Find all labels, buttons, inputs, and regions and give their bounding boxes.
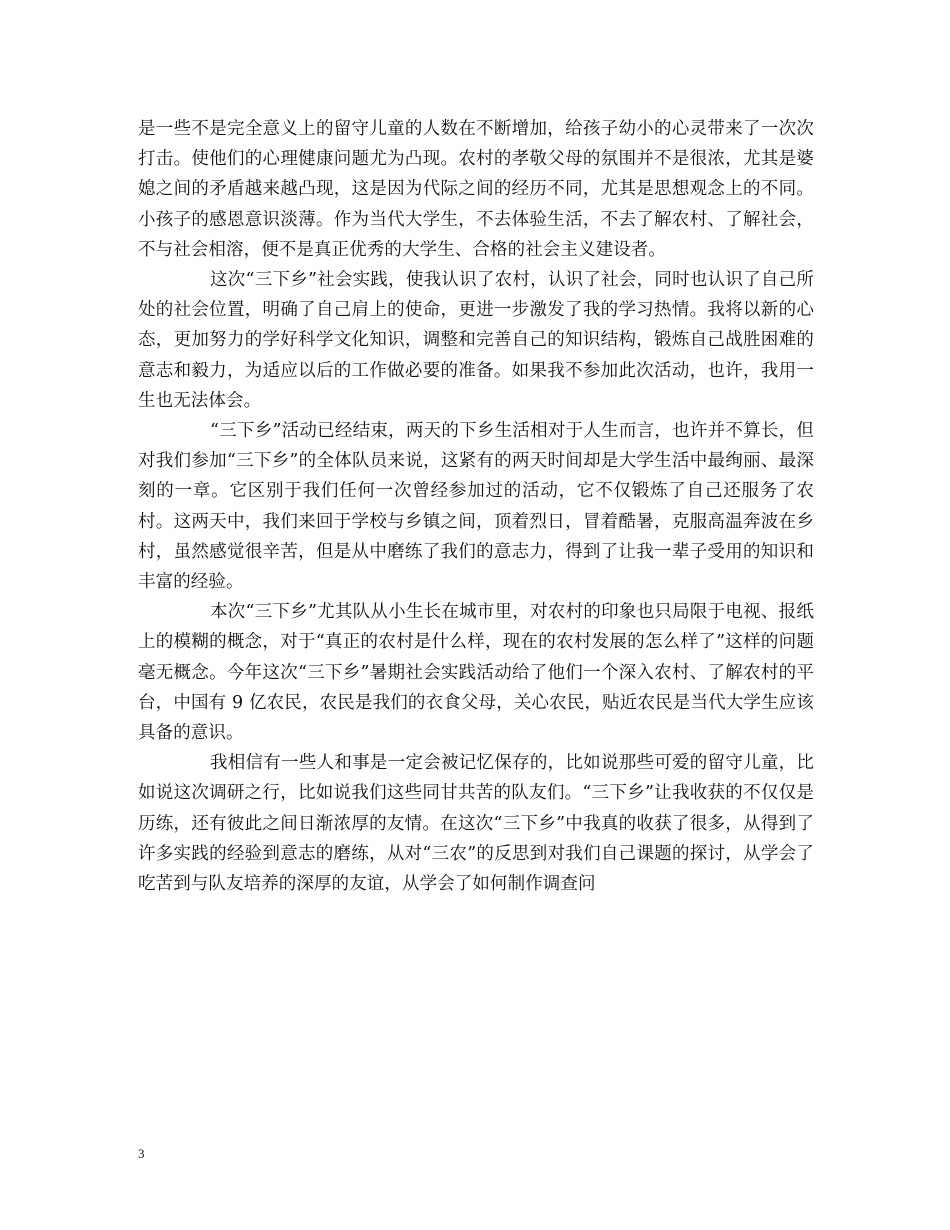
paragraph-4: 本次“三下乡”尤其队从小生长在城市里，对农村的印象也只局限于电视、报纸上的模糊的概念，对于“真正的农村是什么样，现在的农村发展的怎么样了”这样的问题毫无概念。今年这次“三下乡”暑期社会实践活动给了他们一个深入农村、了解农村的平台，中国有 9 亿农民，农民是我们的衣食父母，关心农民，贴近农民是当代大学生应该具备的意识。 [138, 602, 814, 744]
paragraph-2: 这次“三下乡”社会实践，使我认识了农村，认识了社会，同时也认识了自己所处的社会位置，明确了自己肩上的使命，更进一步激发了我的学习热情。我将以新的心态，更加努力的学好科学文化知识，调整和完善自己的知识结构，锻炼自己战胜困难的意志和毅力，为适应以后的工作做必要的准备。如果我不参加此次活动，也许，我用一生也无法体会。 [138, 270, 814, 411]
paragraph-1: 是一些不是完全意义上的留守儿童的人数在不断增加，给孩子幼小的心灵带来了一次次打击。使他们的心理健康问题尤为凸现。农村的孝敬父母的氛围并不是很浓，尤其是婆媳之间的矛盾越来越凸现，这是因为代际之间的经历不同，尤其是思想观念上的不同。小孩子的感恩意识淡薄。作为当代大学生，不去体验生活，不去了解农村、了解社会，不与社会相溶，便不是真正优秀的大学生、合格的社会主义建设者。 [138, 119, 814, 260]
paragraph-5: 我相信有一些人和事是一定会被记忆保存的，比如说那些可爱的留守儿童，比如说这次调研之行，比如说我们这些同甘共苦的队友们。“三下乡”让我收获的不仅仅是历练，还有彼此之间日渐浓厚的友情。在这次“三下乡”中我真的收获了很多，从得到了许多实践的经验到意志的磨练，从对“三农”的反思到对我们自己课题的探讨，从学会了吃苦到与队友培养的深厚的友谊，从学会了如何制作调查问 [138, 753, 814, 895]
document-body [138, 114, 814, 899]
paragraph-3: “三下乡”活动已经结束，两天的下乡生活相对于人生而言，也许并不算长，但对我们参加“三下乡”的全体队员来说，这紧有的两天时间却是大学生活中最绚丽、最深刻的一章。它区别于我们任何一次曾经参加过的活动，它不仅锻炼了自己还服务了农村。这两天中，我们来回于学校与乡镇之间，顶着烈日，冒着酷暑，克服高温奔波在乡村，虽然感觉很辛苦，但是从中磨练了我们的意志力，得到了让我一辈子受用的知识和丰富的经验。 [138, 421, 814, 593]
page-number: 3 [138, 1146, 145, 1161]
